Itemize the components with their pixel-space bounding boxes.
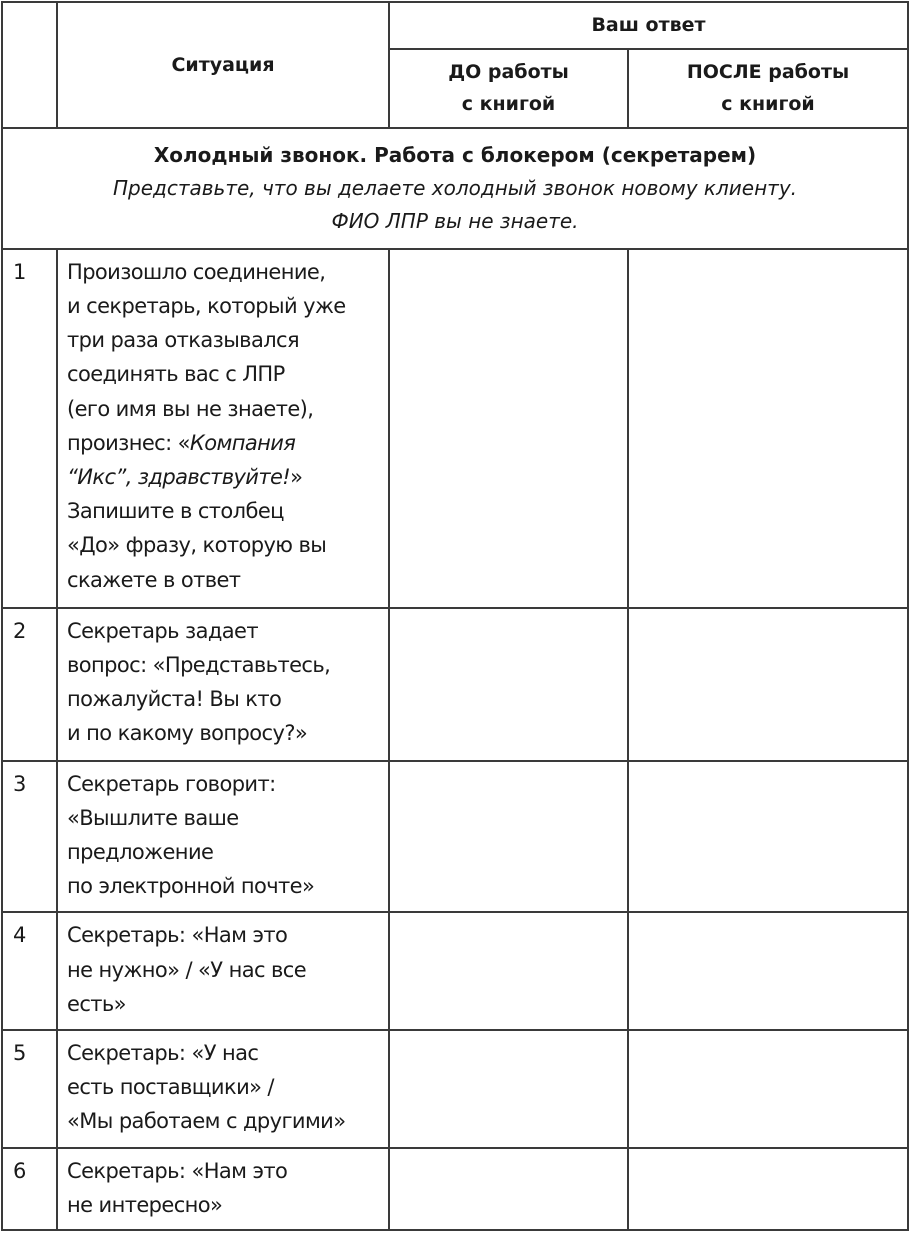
answer-after-cell[interactable] <box>628 608 908 761</box>
answer-after-cell[interactable] <box>628 249 908 608</box>
answer-after-cell[interactable] <box>628 1030 908 1148</box>
row-number: 1 <box>2 249 57 608</box>
answer-after-cell[interactable] <box>628 761 908 913</box>
section-cell <box>2 128 908 248</box>
answer-before-cell[interactable] <box>389 912 628 1029</box>
row-situation: Секретарь: «Нам это не нужно» / «У нас все есть» <box>57 912 389 1029</box>
answer-before-cell[interactable] <box>389 249 628 608</box>
answer-after-cell[interactable] <box>628 1148 908 1230</box>
row-number: 6 <box>2 1148 57 1230</box>
header-after-line1: ПОСЛЕ работы <box>686 61 850 84</box>
header-your-answer: Ваш ответ <box>389 2 908 49</box>
header-number-cell <box>2 2 57 128</box>
row-number: 3 <box>2 761 57 913</box>
answer-before-cell[interactable] <box>389 1148 628 1230</box>
table-row <box>2 1030 908 1148</box>
header-row <box>2 2 908 49</box>
row-number: 5 <box>2 1030 57 1148</box>
row-number: 4 <box>2 912 57 1029</box>
header-before-line2: с книгой <box>461 93 556 116</box>
table-row <box>2 912 908 1029</box>
header-after-line2: с книгой <box>721 93 815 116</box>
table-row <box>2 1148 908 1230</box>
answer-before-cell[interactable] <box>389 1030 628 1148</box>
header-situation: Ситуация <box>57 2 389 128</box>
situation-text: Произошло соединение, и секретарь, который уже три раза отказывался соединять вас с ЛПР (его имя вы не знаете), произнес: « <box>67 259 346 455</box>
situation-text-end: » Запишите в столбец «До» фразу, которую вы скажете в ответ <box>67 465 327 592</box>
answer-after-cell[interactable] <box>628 912 908 1029</box>
section-title: Холодный звонок. Работа с блокером (секретарем) <box>153 143 757 168</box>
table-row <box>2 608 908 761</box>
section-description-line2: ФИО ЛПР вы не знаете. <box>331 209 579 234</box>
table-row <box>2 249 908 608</box>
row-situation <box>57 249 389 608</box>
row-situation: Секретарь: «У нас есть поставщики» / «Мы работаем с другими» <box>57 1030 389 1148</box>
answer-before-cell[interactable] <box>389 608 628 761</box>
situation-quote-italic: Компания “Икс”, здравствуйте! <box>67 430 296 489</box>
row-number: 2 <box>2 608 57 761</box>
section-description-line1: Представьте, что вы делаете холодный звонок новому клиенту. <box>112 176 798 201</box>
row-situation: Секретарь говорит: «Вышлите ваше предложение по электронной почте» <box>57 761 389 913</box>
header-before-line1: ДО работы <box>448 61 569 84</box>
table-row <box>2 761 908 913</box>
answer-before-cell[interactable] <box>389 761 628 913</box>
row-situation: Секретарь задает вопрос: «Представьтесь, пожалуйста! Вы кто и по какому вопросу?» <box>57 608 389 761</box>
row-situation: Секретарь: «Нам это не интересно» <box>57 1148 389 1230</box>
section-row <box>2 128 908 248</box>
header-before <box>389 49 628 129</box>
header-after <box>628 49 908 129</box>
exercise-table <box>1 1 909 1231</box>
